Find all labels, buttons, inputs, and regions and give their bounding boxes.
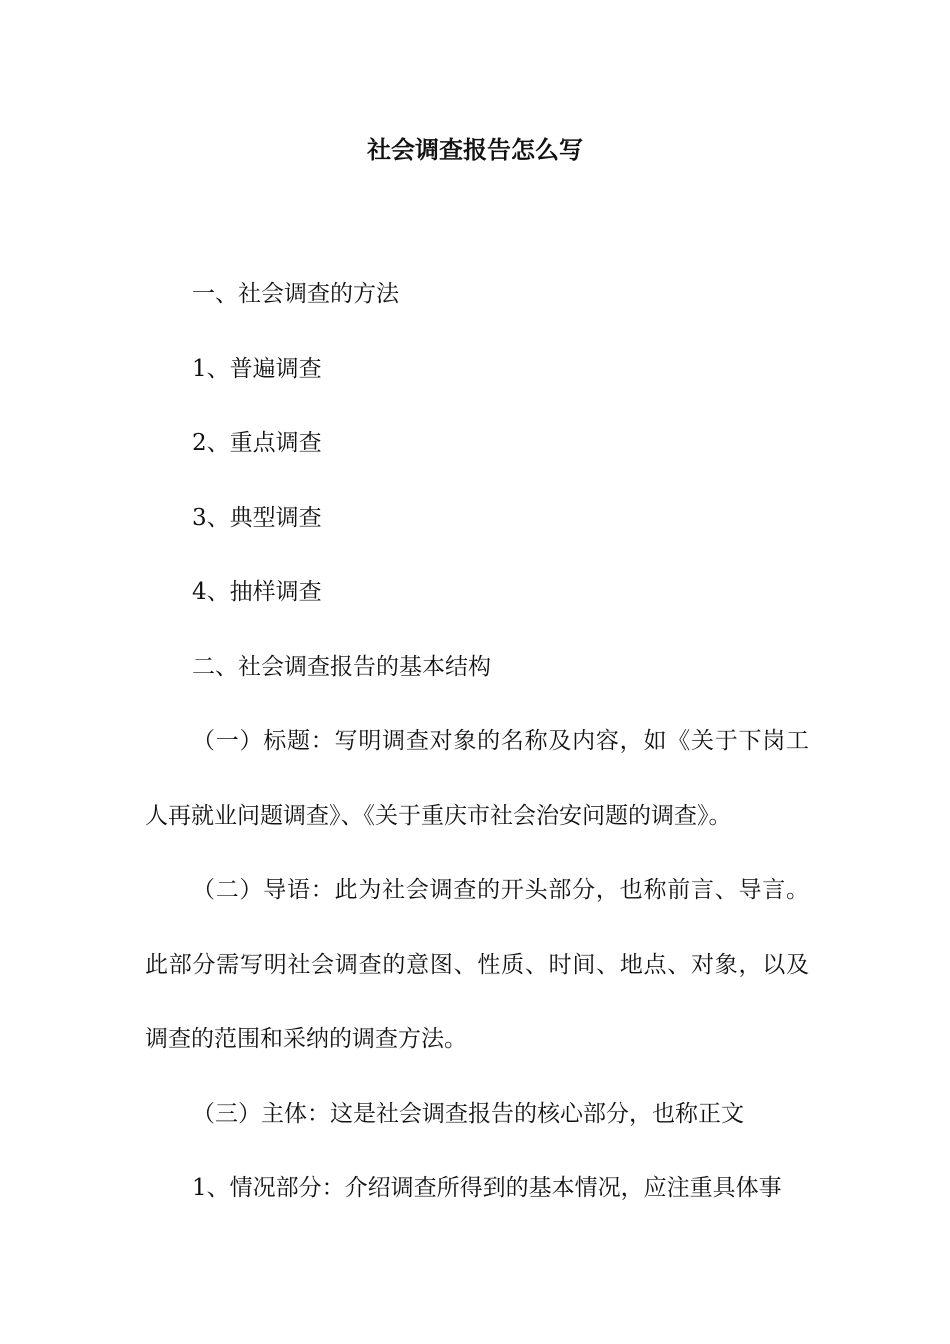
list-item: 2、重点调查 xyxy=(192,430,322,456)
list-item: 1、普遍调查 xyxy=(192,355,322,382)
paragraph-main-body-part: （三）主体：这是社会调查报告的核心部分，也称正文 xyxy=(192,1100,744,1127)
list-item: 4、抽样调查 xyxy=(192,579,322,605)
paragraph-title-part: （一）标题：写明调查对象的名称及内容，如《关于下岗工人再就业问题调查》、《关于重庆市社会治安问题的调查》。 xyxy=(145,728,809,829)
document-body xyxy=(145,257,809,1226)
list-item: 3、典型调查 xyxy=(192,504,322,531)
section-heading-structure: 二、社会调查报告的基本结构 xyxy=(192,653,491,680)
document-title: 社会调查报告怎么写 xyxy=(367,135,583,164)
paragraph-situation-part: 1、情况部分：介绍调查所得到的基本情况，应注重具体事 xyxy=(192,1175,782,1201)
paragraph-intro-part: （二）导语：此为社会调查的开头部分，也称前言、导言。此部分需写明社会调查的意图、性质、时间、地点、对象，以及调查的范围和采纳的调查方法。 xyxy=(145,877,809,1052)
section-heading-methods: 一、社会调查的方法 xyxy=(192,281,399,307)
